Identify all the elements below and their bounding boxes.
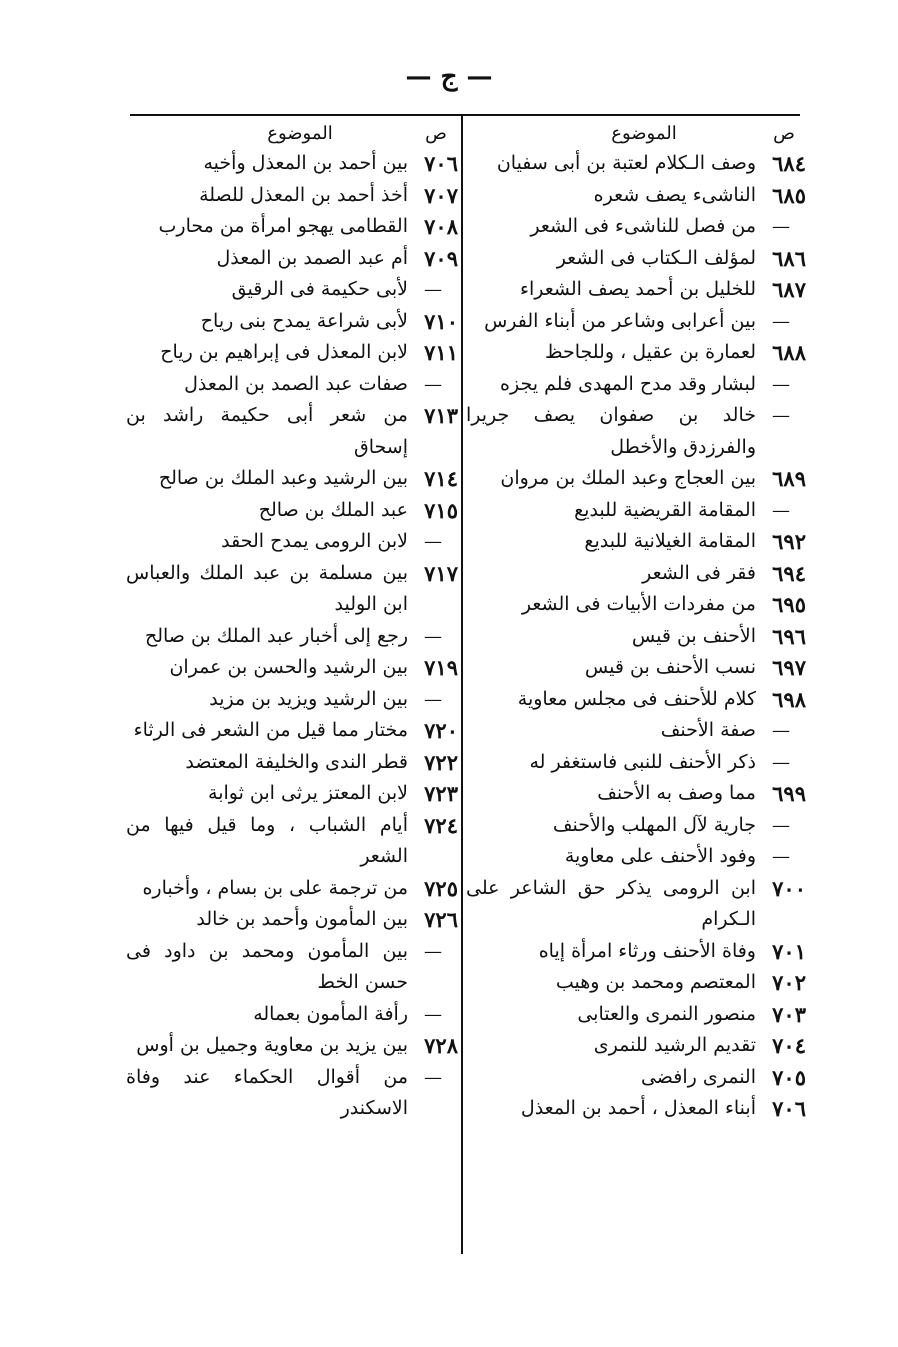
page-number: —: [424, 1066, 442, 1088]
entry-title: الناشىء يصف شعره: [593, 183, 756, 206]
index-entry: [466, 873, 806, 936]
index-entry: [126, 747, 458, 779]
page-number: —: [424, 531, 442, 552]
page-number: ٧٢٥: [424, 875, 458, 901]
index-entry: [126, 463, 458, 495]
index-entry: [466, 337, 806, 369]
page-number: ٦٨٨: [772, 340, 806, 365]
entry-title: عبد الملك بن صالح: [258, 498, 408, 521]
entry-title: وفود الأحنف على معاوية: [564, 845, 756, 867]
index-entry: [466, 369, 806, 401]
index-entry: [126, 810, 458, 873]
page-number: —: [772, 405, 790, 426]
entry-title: المقامة القريضية للبديع: [574, 498, 756, 521]
page-number: ٧٢٢: [424, 749, 458, 775]
page-number: —: [772, 216, 790, 237]
index-entry: [126, 211, 458, 243]
page-number: —: [772, 373, 790, 395]
page-number: ٦٩٢: [772, 529, 806, 554]
entry-title: من مفردات الأبيات فى الشعر: [521, 593, 756, 615]
page-number: ٧٠٩: [424, 245, 458, 271]
entry-title: وفاة الأحنف ورثاء امرأة إياه: [538, 939, 756, 962]
page-number: —: [424, 373, 442, 395]
index-entry: [466, 999, 806, 1031]
page-number: ٧٠٥: [772, 1064, 806, 1090]
page-number: —: [424, 940, 442, 962]
index-entry: [126, 715, 458, 747]
entry-title: أخذ أحمد بن المعذل للصلة: [199, 183, 408, 206]
entry-title: جارية لآل المهلب والأحنف: [552, 813, 756, 836]
page-number: ٧١٥: [424, 497, 458, 523]
page-number: —: [424, 279, 442, 300]
page-number: ٧٠٦: [772, 1096, 806, 1121]
entry-title: وصف الـكلام لعتبة بن أبى سفيان: [496, 152, 756, 174]
page-number: ٧١١: [424, 340, 458, 365]
entry-title: بين أحمد بن المعذل وأخيه: [203, 152, 408, 174]
page-number: —: [772, 814, 790, 836]
entry-title: أبناء المعذل ، أحمد بن المعذل: [520, 1097, 756, 1119]
page-number: —: [772, 720, 790, 741]
entry-title: من ترجمة على بن بسام ، وأخباره: [142, 876, 408, 899]
page-column-header: ص: [425, 123, 447, 144]
entry-title: لابن المعتز يرثى ابن ثوابة: [208, 782, 408, 804]
page-number: ٦٨٦: [772, 245, 806, 271]
page-number: ٧١٤: [424, 466, 458, 491]
column-header: [466, 118, 806, 148]
index-entry: [126, 337, 458, 369]
index-entry: [466, 148, 806, 180]
index-entry: [466, 684, 806, 716]
page-number: ٧٠٦: [424, 151, 458, 176]
top-rule: [130, 114, 800, 116]
page-number: ٧١٣: [424, 403, 458, 428]
index-entry: [126, 904, 458, 936]
page-number: ٧٠٢: [772, 970, 806, 995]
index-entry: [466, 747, 806, 779]
page-number: ٧٠١: [772, 938, 806, 964]
entry-title: صفة الأحنف: [660, 719, 756, 741]
index-entry: [466, 526, 806, 558]
index-entry: [126, 148, 458, 180]
index-entry: [466, 778, 806, 810]
index-entry: [466, 841, 806, 873]
page-number: ٧١٩: [424, 655, 458, 680]
index-entry: [466, 967, 806, 999]
entry-list: [466, 148, 806, 1125]
page-number: —: [424, 688, 442, 710]
page-number: ٦٩٧: [772, 655, 806, 680]
index-entry: [466, 306, 806, 338]
entry-title: تقديم الرشيد للنمرى: [593, 1034, 756, 1056]
page-number: ٦٨٩: [772, 466, 806, 491]
page-header: — ج —: [405, 62, 493, 92]
index-entry: [466, 621, 806, 653]
page-number: ٧٠٣: [772, 1001, 806, 1027]
index-entry: [466, 1093, 806, 1125]
page-number: ٦٩٦: [772, 623, 806, 649]
index-entry: [126, 243, 458, 275]
entry-title: نسب الأحنف بن قيس: [584, 656, 756, 678]
entry-title: لمؤلف الـكتاب فى الشعر: [556, 246, 756, 269]
page-number: ٦٩٨: [772, 686, 806, 712]
page-number: ٧١٧: [424, 560, 458, 586]
page-number: —: [772, 751, 790, 773]
entry-title: لابن المعذل فى إبراهيم بن رياح: [160, 341, 408, 363]
index-column-right: [466, 118, 806, 1125]
index-entry: [126, 621, 458, 653]
index-entry: [466, 1030, 806, 1062]
entry-title: ذكر الأحنف للنبى فاستغفر له: [529, 750, 756, 773]
entry-title: لابن الرومى يمدح الحقد: [221, 530, 408, 552]
entry-title: فقر فى الشعر: [642, 561, 756, 584]
index-entry: [126, 652, 458, 684]
topic-column-header: الموضوع: [611, 123, 677, 144]
index-entry: [466, 211, 806, 243]
entry-title: أيام الشباب ، وما قيل فيها من الشعر: [126, 813, 408, 867]
entry-title: منصور النمرى والعتابى: [577, 1002, 756, 1025]
index-entry: [126, 684, 458, 716]
index-entry: [466, 810, 806, 842]
entry-title: بين العجاج وعبد الملك بن مروان: [500, 467, 756, 489]
entry-title: من فصل للناشىء فى الشعر: [530, 215, 756, 237]
index-entry: [466, 936, 806, 968]
entry-title: لأبى حكيمة فى الرقيق: [231, 278, 408, 300]
page-number: ٦٨٤: [772, 151, 806, 176]
page-number: —: [772, 499, 790, 521]
page-number: ٧٢٨: [424, 1033, 458, 1058]
index-entry: [126, 526, 458, 558]
entry-title: خالد بن صفوان يصف جريرا والفرزدق والأخطل: [466, 404, 756, 458]
index-entry: [126, 1030, 458, 1062]
entry-title: المقامة الغيلانية للبديع: [584, 530, 756, 552]
page-number: ٦٩٩: [772, 781, 806, 806]
entry-title: بين المأمون وأحمد بن خالد: [196, 908, 408, 930]
index-entry: [126, 1062, 458, 1125]
entry-title: للخليل بن أحمد يصف الشعراء: [520, 278, 756, 300]
index-entry: [126, 306, 458, 338]
page-number: ٧٠٠: [772, 875, 806, 901]
entry-title: ابن الرومى يذكر حق الشاعر على الـكرام: [466, 876, 756, 930]
page-column-header: ص: [773, 123, 795, 144]
entry-title: قطر الندى والخليفة المعتضد: [185, 750, 408, 773]
page-number: ٧٠٨: [424, 214, 458, 239]
index-entry: [466, 180, 806, 212]
page-number: ٦٩٥: [772, 592, 806, 617]
entry-list: [126, 148, 458, 1125]
page-number: ٧٢٦: [424, 907, 458, 932]
entry-title: لأبى شراعة يمدح بنى رياح: [200, 309, 408, 332]
page-number: ٦٨٥: [772, 182, 806, 208]
page-number: —: [424, 1003, 442, 1025]
index-entry: [126, 495, 458, 527]
index-entry: [126, 778, 458, 810]
entry-title: النمرى رافضى: [640, 1065, 756, 1088]
index-entry: [126, 274, 458, 306]
entry-title: بين مسلمة بن عبد الملك والعباس ابن الوليد: [126, 561, 408, 615]
page-number: ٧٠٤: [772, 1033, 806, 1058]
page-number: ٧١٠: [424, 308, 458, 334]
entry-title: من أقوال الحكماء عند وفاة الاسكندر: [126, 1065, 408, 1119]
entry-title: بين الرشيد ويزيد بن مزيد: [209, 687, 408, 710]
index-entry: [466, 243, 806, 275]
index-entry: [126, 558, 458, 621]
entry-title: بين الرشيد وعبد الملك بن صالح: [158, 467, 408, 489]
page-number: ٧٠٧: [424, 182, 458, 208]
entry-title: المعتصم ومحمد بن وهيب: [555, 971, 756, 993]
entry-title: بين يزيد بن معاوية وجميل بن أوس: [136, 1034, 408, 1056]
index-entry: [466, 652, 806, 684]
index-column-left: [126, 118, 458, 1125]
entry-title: من شعر أبى حكيمة راشد بن إسحاق: [126, 404, 408, 458]
index-entry: [466, 715, 806, 747]
page-number: —: [424, 625, 442, 647]
entry-title: الأحنف بن قيس: [631, 624, 756, 647]
entry-title: كلام للأحنف فى مجلس معاوية: [517, 687, 756, 710]
entry-title: بين أعرابى وشاعر من أبناء الفرس: [484, 309, 756, 332]
entry-title: بين الرشيد والحسن بن عمران: [169, 656, 408, 678]
index-entry: [466, 495, 806, 527]
page-number: ٧٢٣: [424, 781, 458, 806]
index-entry: [466, 589, 806, 621]
page-number: ٦٩٤: [772, 560, 806, 586]
page-number: —: [772, 310, 790, 332]
entry-title: رأفة المأمون بعماله: [253, 1002, 408, 1025]
entry-title: بين المأمون ومحمد بن داود فى حسن الخط: [126, 939, 408, 993]
entry-title: مما وصف به الأحنف: [597, 782, 756, 804]
entry-title: مختار مما قيل من الشعر فى الرثاء: [133, 719, 408, 741]
index-entry: [126, 936, 458, 999]
page-number: —: [772, 846, 790, 867]
entry-title: لبشار وقد مدح المهدى فلم يجزه: [500, 372, 756, 395]
entry-title: القطامى يهجو امرأة من محارب: [158, 215, 408, 237]
index-entry: [126, 180, 458, 212]
entry-title: رجع إلى أخبار عبد الملك بن صالح: [144, 624, 408, 647]
index-entry: [466, 558, 806, 590]
page-number: ٦٨٧: [772, 277, 806, 302]
entry-title: لعمارة بن عقيل ، وللجاحظ: [544, 341, 756, 363]
entry-title: صفات عبد الصمد بن المعذل: [184, 372, 408, 395]
index-entry: [466, 1062, 806, 1094]
index-entry: [126, 999, 458, 1031]
entry-title: أم عبد الصمد بن المعذل: [216, 246, 408, 269]
topic-column-header: الموضوع: [267, 123, 333, 144]
index-entry: [466, 463, 806, 495]
page-number: ٧٢٠: [424, 718, 458, 743]
index-entry: [126, 873, 458, 905]
index-entry: [126, 400, 458, 463]
index-entry: [126, 369, 458, 401]
page-number: ٧٢٤: [424, 812, 458, 838]
column-divider: [461, 116, 463, 1254]
column-header: [126, 118, 458, 148]
index-entry: [466, 400, 806, 463]
index-entry: [466, 274, 806, 306]
